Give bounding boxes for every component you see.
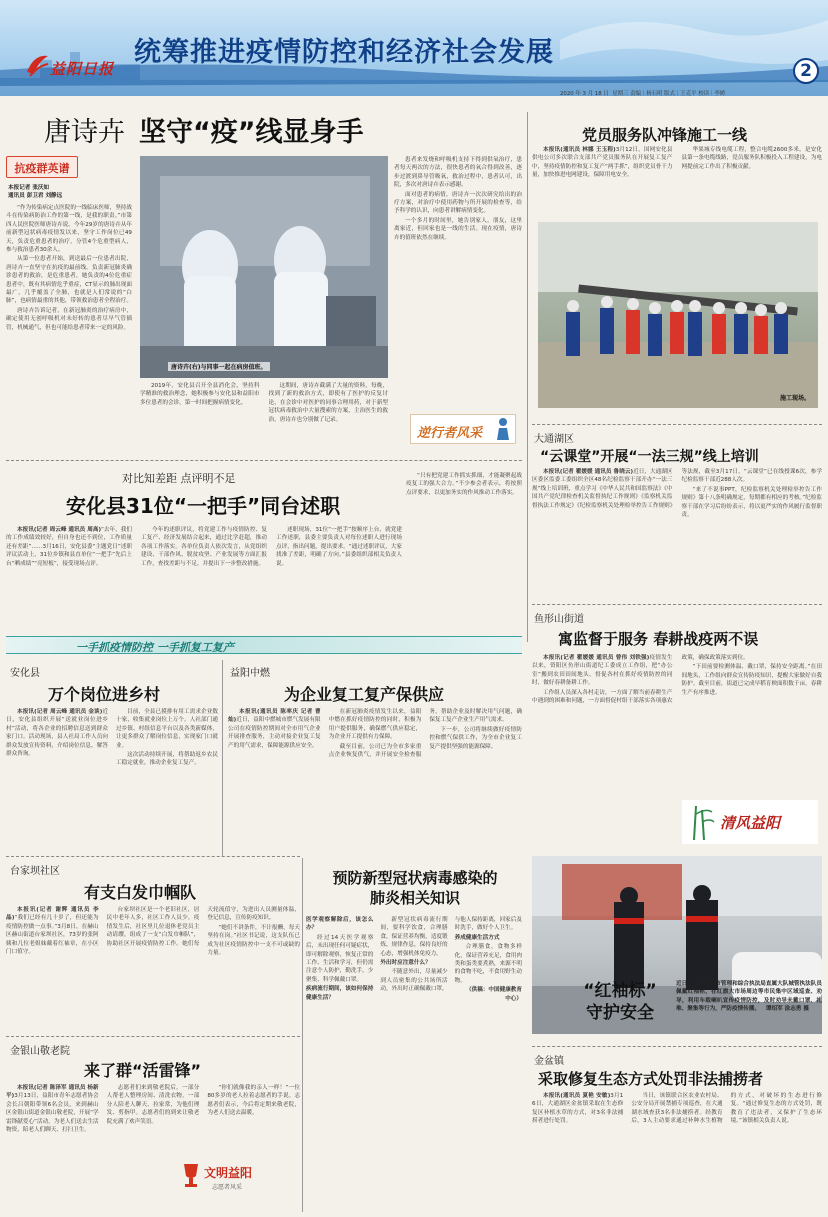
jinpen-paragraph: 当日，该镇联合区农业农村局、公安分局开展禁捕专项巡查，在大通湖水域查获3名非法捕捞者。经教育后，3人主动要求通过补种水生植物的方式，对破坏的生态进行修复。“通过修复生态的方式处罚，既教育了违法者，又保护了生态环境。”该镇相关负责人说。 xyxy=(631,1093,822,1125)
lead-body-right xyxy=(394,156,522,412)
qa-answer: 经过14天医学观察后，未出现任何可疑症状，即可解除观察，恢复正常的工作、生活和学习，但仍需注意个人防护，勤洗手，少聚集，科学佩戴口罩。 xyxy=(306,934,374,983)
gas-body xyxy=(228,708,522,852)
party-photo xyxy=(538,222,818,408)
column-divider xyxy=(527,112,528,642)
trophy-icon xyxy=(180,1160,202,1190)
section-rule xyxy=(532,604,822,605)
party-paragraph xyxy=(532,146,673,180)
yuxing-paragraph-text: 疫情发生以来，资阳区鱼形山街道纪工委成立工作组，把“办公室”搬到农田田间地头，督促各村在抓好疫情防控的同时，做好春耕备耕工作。 xyxy=(532,655,673,687)
paper-logo-text: 益阳日报 xyxy=(50,60,115,78)
column-logo-wenming-text: 文明益阳 xyxy=(204,1166,253,1180)
gas-paragraph: 在新冠肺炎疫情发生以来，益阳中燃在抓好疫情防控的同时，积极为用户提供服务，确保燃气供应稳定，为企业开工提供有力保障。 xyxy=(328,709,422,741)
taijia-place: 台家坝社区 xyxy=(10,866,60,877)
anhua-jobs-paragraph xyxy=(6,708,108,758)
yuxing-paragraph: 工作组人员深入各村走访，一方面了解当前春耕生产中遇到的困难和问题，一方面督促村组干部落实各项惠农政策，确保政策落实到位。 xyxy=(532,655,749,705)
taijia-body xyxy=(6,906,300,1034)
redband-caption xyxy=(676,980,822,1042)
taijia-byline: 本报讯(记者 谢辉 通讯员 李晶) xyxy=(6,907,99,922)
anhua-31-byline: 本报讯(记者 周云峰 通讯员 周高) xyxy=(17,527,102,533)
party-paragraph: 华果城专线电缆工程，整合电缆2600多米，是安化县第一条电缆线路，党员服务队积极投入工程建设，为电网提前完工作出了积极贡献。 xyxy=(681,147,822,170)
redband-text-block xyxy=(532,980,822,1044)
gas-paragraph-text: 近日，益阳中燃城市燃气发展有限公司在疫情防控期间对全市用气企业开展排查服务，主动对接企业复工复产的用气需求，保障能源供应安全。 xyxy=(228,717,321,749)
lead-title: 坚守“疫”线显身手 xyxy=(139,117,364,148)
bamboo-icon xyxy=(686,802,716,842)
lead-paragraph: 面对患者的病情，唐诗卉一次次研究给出的治疗方案，对治疗中使用药物与所开展的检查等，给予科学的认识，向患者讲解病情变化。 xyxy=(394,191,522,215)
yuxing-paragraph xyxy=(532,654,673,688)
classroom-place: 大通湖区 xyxy=(534,434,574,445)
jinyin-paragraph: 志愿者们来到敬老院后，一部分人帮老人整理房间、清洗衣物，一部分人陪老人聊天、拉家常，为他们理发、剪指甲。志愿者们的到来让敬老院充满了欢声笑语。 xyxy=(106,1085,200,1125)
lead-photo-caption: 唐诗卉(右)与同事一起在病房值班。 xyxy=(168,362,270,371)
anhua-jobs-byline: 本报讯(记者 周云峰 通讯员 金谈) xyxy=(17,709,103,715)
anhua-31-paragraph: 今年的述职评议，将党建工作与疫情防控、复工复产、经济发展结合起来，通过比学赶超，推动各项工作落实。各单位负责人依次发言，从党组织建设、干部作风、脱贫攻坚、产业发展等方面汇报工作，查找差距与不足，并提出下一步整改措施。 xyxy=(141,527,267,567)
yuxing-story xyxy=(532,604,822,854)
classroom-byline: 本报讯(记者 瞿媛媛 通讯员 鲁晓云) xyxy=(543,469,634,475)
redband-caption-text: 近日，资阳区城市管理和综合执法局直属大队城管执法队员佩戴红袖标，在红旗大市场周边等市民集中区域巡查、劝导，利用车载喇叭宣传疫情防控，及时劝导未戴口罩、扎堆、聚集等行为，严防疫情传播。 xyxy=(676,981,822,1013)
pneumonia-headline xyxy=(310,868,520,908)
column-divider xyxy=(222,660,223,856)
jinyin-headline: 来了群“活雷锋” xyxy=(84,1061,202,1080)
anhua-31-body xyxy=(6,526,402,636)
column-logo-nixingzhe xyxy=(410,414,516,444)
yuxing-place: 鱼形山街道 xyxy=(534,614,584,625)
anhua-31-kicker: 对比知差距 点评明不足 xyxy=(122,472,236,485)
lead-paragraph: 唐诗卉告诉记者，在新冠肺炎的治疗病房中，确定使用无创呼吸机对未好转的患者尽早气管插管，机械通气，但也可能给患者带来一定的风险。 xyxy=(6,307,132,331)
column-logo-text: 逆行者风采 xyxy=(417,426,483,441)
jinpen-story xyxy=(532,1046,822,1212)
taijia-paragraph xyxy=(6,906,99,956)
gas-headline: 为企业复工复产保供应 xyxy=(284,685,445,704)
anhua-31-paragraph: “只有把党建工作抓实抓细，才能凝聚起战疫复工的强大合力。”不少参会者表示，将按照点评要求，以更加务实的作风推动工作落实。 xyxy=(406,473,522,496)
anhua-31-paragraph: 述职现场，31位“一把手”按顺序上台，就党建工作述职，县委主要负责人对每位述职人进行现场点评，指出问题，提出要求。“通过述职评议，大家找准了差距，明确了方向。”县委组织部相关负责人说。 xyxy=(276,527,402,567)
taijia-paragraph: 台家坝社区是一个老旧社区，居民中老年人多，社区工作人员少。疫情发生后，社区里几位退休老党员主动请缨，组成了一支“白发巾帼队”，协助社区开展疫情防控工作。她们每天轮流值守，为进出人员测量体温，登记信息，宣传防疫知识。 xyxy=(106,907,300,947)
anhua-jobs-paragraph-text: 近日，安化县组织开展“送就业岗位进乡村”活动，将各企业的招聘信息送到群众家门口。活动现场，县人社局工作人员向群众发放宣传资料，介绍岗位信息，解答群众咨询。 xyxy=(6,709,108,758)
party-body xyxy=(532,146,822,216)
column-tag xyxy=(6,156,78,178)
page-number-badge xyxy=(793,58,819,84)
taijia-paragraph: “她们不讲条件，不计报酬，每天坚持在岗。”社区书记说，这支队伍已成为社区疫情防控中一支不可或缺的力量。 xyxy=(207,924,300,957)
taijia-headline: 有支白发巾帼队 xyxy=(84,883,197,902)
qa-answer: 合理膳食，食物多样化，保证营养充足，食用肉类和蛋类要煮熟，来源不明的食物不吃，不食用野生动物。 xyxy=(454,944,522,984)
column-logo-wenming-sub: 志愿者风采 xyxy=(212,1184,243,1191)
lead-paragraph: 2019年，安化县召开全县消化会，坚持科学精准的救治理念，她积极参与安化县和益阳市多位患者的会诊，第一时间把握病情变化。 xyxy=(140,383,260,406)
section-rule xyxy=(532,1046,822,1047)
lead-headline xyxy=(44,110,364,149)
masthead-banner xyxy=(0,0,828,96)
column-divider xyxy=(302,858,303,1212)
paper-logo xyxy=(24,52,122,80)
construction-workers-photo xyxy=(538,222,818,408)
jinpen-paragraph-text: 3月16日，大通湖区金盆镇采取在生态修复区补植水草的方式，对3名非法捕捞者进行处罚。 xyxy=(532,1093,624,1125)
section-rule xyxy=(6,856,300,857)
theme-banner xyxy=(6,636,522,654)
qa-answer: 不随意外出，尽量减少到人员密集的公共场所活动，外出时正确佩戴口罩，与他人保持距离，回家后及时洗手，做好个人卫生。 xyxy=(380,917,522,993)
redband-headline-1: “红袖标” xyxy=(583,981,657,1001)
gas-place: 益阳中燃 xyxy=(230,668,270,679)
section-rule xyxy=(532,424,822,425)
medical-staff-photo xyxy=(140,156,388,378)
anhua-31-paragraph-text: “去年，我们的工作成绩效较好，但自身也还不到位，工作质量还有差距”……3月16日，安化县委“主题党日”述职评议活动上，31位乡镇和县直单位“一把手”先后上台“晒成绩”“亮短板”，接受现场点评。 xyxy=(6,527,132,567)
anhua-jobs-story xyxy=(6,660,218,854)
jinyin-paragraph-text: 3月13日，益阳市青年志愿者协会会长吕朝阳带领6名会员，来到赫山区金银山街道金银山敬老院，开展“学雷锋献爱心”活动，为老人们送去生活物资，陪老人们聊天、打扫卫生。 xyxy=(6,1093,99,1134)
jinpen-paragraph xyxy=(532,1092,623,1126)
pneumonia-headline-1: 预防新型冠状病毒感染的 xyxy=(332,869,498,887)
lead-paragraph: “作为传染病定点医院的一线临床医师，坚持战斗在传染病防治工作的第一线，是我的职责。”市第四人民医院医师唐诗卉说。今年29岁的唐诗卉从年前新型冠状病毒疫情发以来，坚守工作岗位已49天，负责危重患者的治疗，分管4个危重型病人，参与救治患者30余人。 xyxy=(6,205,132,254)
party-paragraph-text: 3月12日，国网安化县供电公司多次联合支部共产党员服务队在开展复工复产中，坚持疫情防控和复工复产“两手抓”，组织党员骨干力量，加快推进电网建设，保障用电安全。 xyxy=(532,147,673,179)
lead-byline xyxy=(8,184,118,201)
gas-story xyxy=(228,660,522,854)
date-bar xyxy=(560,90,822,99)
qa-question: 养成健康生活方式 xyxy=(454,934,500,941)
lead-paragraph: 患者来发烧和呼吸机支持下得到供氧治疗，患者每天两次的方法，很快患者的氧合得到改善，逐步过渡到鼻导管吸氧，救治过程中，患者认可，出院，多次对唐诗卉表示感谢。 xyxy=(394,157,522,189)
column-logo-qingfeng-text: 清风益阳 xyxy=(720,814,781,832)
lead-body-bottom xyxy=(140,382,388,452)
column-tag-text: 抗疫群英谱 xyxy=(14,162,70,175)
classroom-paragraph: “来了不说事PPT，纪检监察机关处理检举控告工作规则》第十八条明确规定，每期都有相应的考核。”纪检监察干部在学习后纷纷表示，将以更严实的作风履行监督职责。 xyxy=(681,486,822,519)
gas-paragraph: 下一步，公司将继续做好疫情防控和燃气保供工作，为全市企业复工复产提供坚强的能源保障。 xyxy=(429,726,522,750)
pneumonia-body xyxy=(306,916,522,1210)
pneumonia-story xyxy=(306,858,522,1212)
lead-byline-1: 本报记者 张沃如 xyxy=(8,185,50,191)
gas-byline: 本报讯(通讯员 陈率庆 记者 曹灿) xyxy=(228,709,321,724)
qa-question: 医学观察解除后，该怎么办？ xyxy=(306,917,374,932)
yuxing-byline: 本报讯(记者 瞿媛媛 通讯员 曾伟 刘铁强) xyxy=(543,655,650,661)
party-byline: 本报讯(通讯员 林娜 王玉程) xyxy=(543,147,616,153)
jinyin-story xyxy=(6,1036,300,1212)
taijia-paragraph-text: “我们已经有几十岁了，但还能为疫情防控做一点事。”3月8日，在赫山区赫山街道台家坝社区，73岁的张阿姨和几位老姐妹戴着红袖章，在小区门口值守。 xyxy=(6,915,99,956)
jinyin-place: 金银山敬老院 xyxy=(10,1046,70,1057)
jinpen-byline: 本报讯(通讯员 夏艳 安敏) xyxy=(543,1093,611,1099)
jinyin-paragraph: “你们就像我的亲人一样！”一位80多岁的老人拉着志愿者的手说。志愿者们表示，今后将定期来敬老院，为老人们送去温暖。 xyxy=(207,1085,300,1117)
anhua-jobs-headline: 万个岗位进乡村 xyxy=(48,685,161,704)
runner-icon xyxy=(491,416,513,444)
classroom-headline: “云课堂”开展“一法三规”线上培训 xyxy=(540,449,759,465)
date-line: 2020 年 3 月 18 日 xyxy=(560,91,609,97)
gas-paragraph: 截至目前，公司已为全市多家重点企业恢复供气，并开展安全检查服务，帮助企业及时解决用气问题，确保复工复产企业生产用气需求。 xyxy=(328,709,522,759)
classroom-story xyxy=(532,424,822,602)
jinpen-place: 金盆镇 xyxy=(534,1056,564,1067)
gas-paragraph xyxy=(228,708,321,750)
section-title: 统筹推进疫情防控和经济社会发展 xyxy=(134,37,554,68)
pneumonia-headline-2: 肺炎相关知识 xyxy=(369,889,460,907)
lead-person: 唐诗卉 xyxy=(44,117,125,148)
anhua-31-headline: 安化县31位“一把手”同台述职 xyxy=(66,494,341,518)
taijia-story xyxy=(6,856,300,1036)
qa-question: 疾病流行期间，该如何保持健康生活？ xyxy=(306,986,374,1001)
lead-paragraph: 从第一位患者开始，到送最后一位患者出院，唐诗卉一直坚守在抗疫的最前线。负责新冠肺炎确诊患者的救治，是危重患者，她负责的4位危重症患者中，既有其病情危乎重症，CT显示的肺出现面最广，几乎覆盖了全肺，也就是人们常说的“白肺”，也病情最重的其他，带领救治患者全程治疗。 xyxy=(6,256,132,305)
column-logo-qingfeng xyxy=(682,800,818,844)
lead-story xyxy=(6,100,524,455)
lead-body-left xyxy=(6,204,132,452)
jinyin-paragraph xyxy=(6,1084,99,1134)
anhua-jobs-paragraph: 这次活动持续开展，将帮助返乡农民工稳定就业，推动企业复工复产。 xyxy=(116,752,218,767)
section-rule xyxy=(6,460,522,461)
yuxing-paragraph: “下田前要检测体温、戴口罩，保持安全距离。”在田间地头，工作组向群众宣传防疫知识，提醒大家做好自我防护。截至目前，街道已完成早稻育秧面积数千亩，春耕生产有序推进。 xyxy=(681,664,822,696)
editor-meta: 星期三 责编｜杨石明 版式｜王克平 校读｜李娉 xyxy=(612,91,726,97)
anhua-31-body-right xyxy=(406,472,522,636)
jinpen-body xyxy=(532,1092,822,1210)
theme-banner-text: 一手抓疫情防控 一手抓复工复产 xyxy=(76,641,234,654)
redband-headline xyxy=(572,980,668,1024)
qa-answer: 新型冠状病毒流行期间，要科学饮食，合理膳食，保证营养均衡，适度锻炼，规律作息，保持良好的心态，增强机体免疫力。 xyxy=(380,917,448,957)
anhua-jobs-place: 安化县 xyxy=(10,668,40,679)
jinyin-byline: 本报讯(记者 陈泽军 通讯员 杨新平) xyxy=(6,1085,99,1100)
jinpen-headline: 采取修复生态方式处罚非法捕捞者 xyxy=(538,1070,764,1088)
anhua-31-story xyxy=(6,460,522,638)
page-number: 2 xyxy=(800,61,812,81)
party-headline: 党员服务队冲锋施工一线 xyxy=(582,126,748,144)
column-logo-wenming xyxy=(176,1156,286,1204)
redband-headline-2: 守护安全 xyxy=(586,1003,654,1023)
anhua-jobs-paragraph: 目前，全县已摸排有用工需求企业数十家，收集就业岗位上万个。人社部门通过乡镇、村组信息平台以及各类新媒体，让更多群众了解岗位信息，实现家门口就业。 xyxy=(116,709,218,749)
classroom-paragraph-text: 近日，大通湖区区委区监委工委组织全区48名纪检监察干部开办“一法三规”线上培训班，重点学习《中华人民共和国监察法》《中国共产党纪律检查机关监督执纪工作规则》《监察机关监督执法工作规定》《纪检监察机关处理检举控告工作规则》等法规，截至3月17日，“云课堂”已在线授课6次，参学纪检监察干部近288人次。 xyxy=(532,469,822,509)
lead-paragraph: 这期间，唐诗卉截满了大量的资料，每晚，找到了新的救治方式，即使有了医护的反复讨论，在会诊中对医护的同事合理用药，对于新型冠状病毒救治中大量搜索的方案，主治医生的救治，唐诗卉也分别做了记录。 xyxy=(268,383,388,423)
redband-photographer: 谭绍军 涂志勇 摄 xyxy=(765,1006,809,1013)
lead-photo xyxy=(140,156,388,378)
qa-question: 外出时应注意什么？ xyxy=(380,960,431,967)
party-story xyxy=(532,116,822,416)
lead-byline-2: 通讯员 彭卫君 刘静远 xyxy=(8,193,63,200)
anhua-jobs-body xyxy=(6,708,218,852)
party-photo-caption: 施工现场。 xyxy=(779,395,810,402)
paper-logo-swoosh-icon xyxy=(24,52,50,78)
lead-paragraph: 一个多月的时间里，她告别家人，朋友，这里离家近，但回家也是一线的生活。现在疫情，唐诗卉的值班依然在继续。 xyxy=(394,217,522,241)
section-rule xyxy=(6,1036,300,1037)
pneumonia-source: （供稿：中国健康教育中心） xyxy=(466,987,522,1002)
anhua-31-paragraph xyxy=(6,526,132,568)
yuxing-headline: 寓监督于服务 春耕战疫两不误 xyxy=(558,630,759,648)
classroom-body xyxy=(532,468,822,600)
